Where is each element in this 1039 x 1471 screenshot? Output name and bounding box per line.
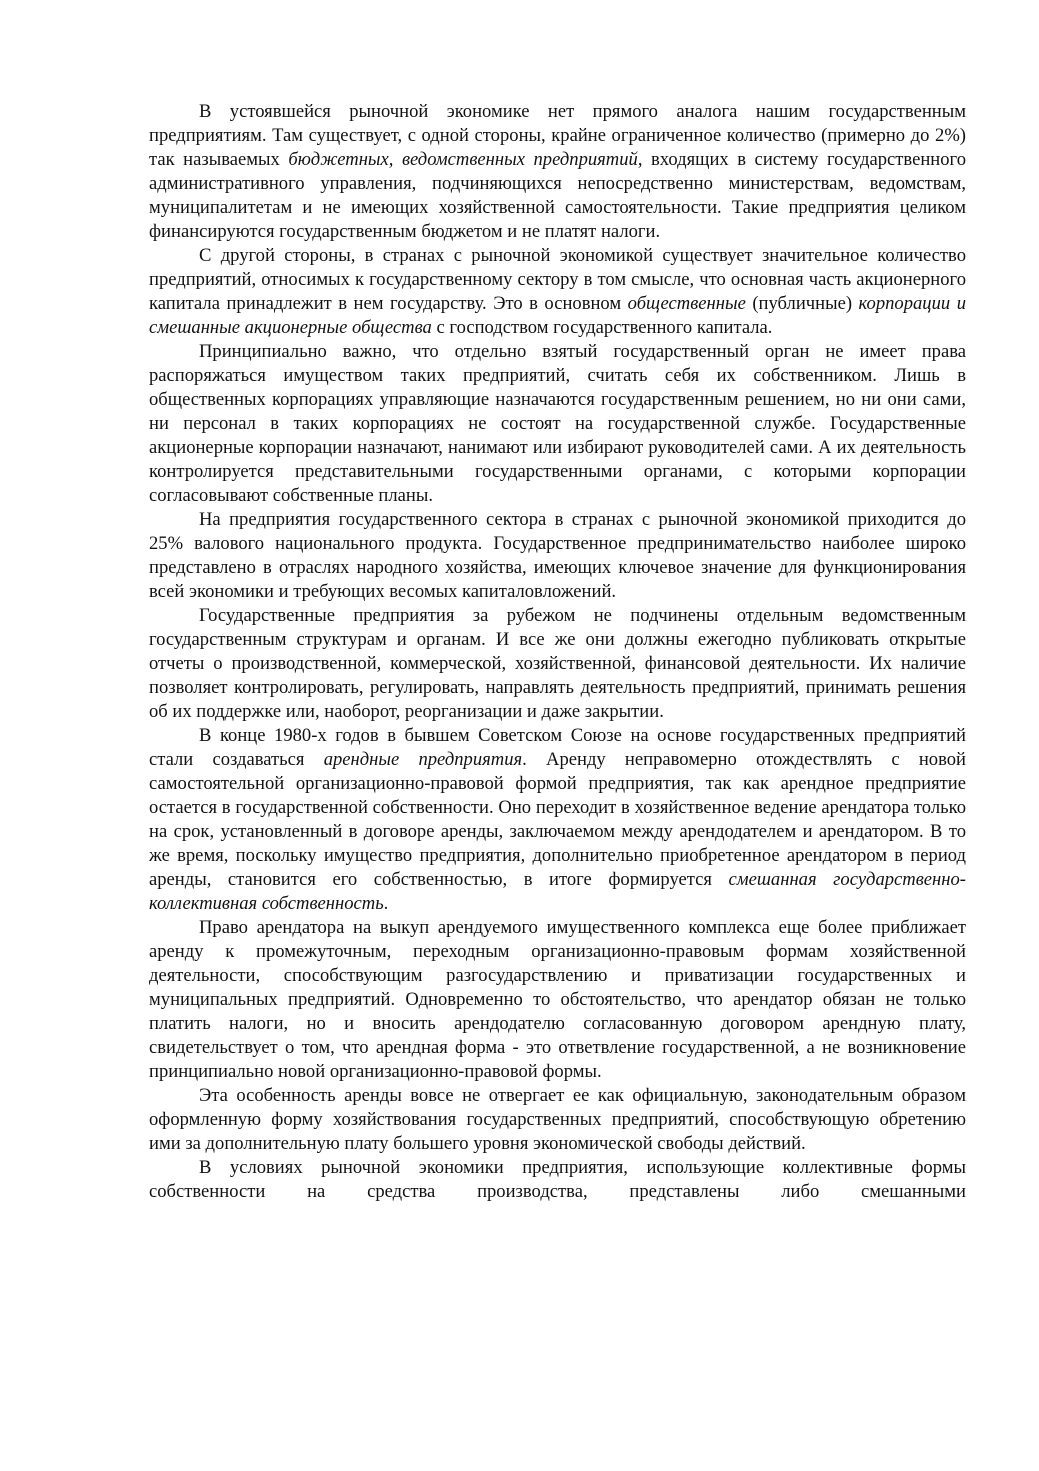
paragraph xyxy=(149,916,966,1084)
italic-term: арендные предприятия xyxy=(323,749,523,770)
paragraph xyxy=(149,340,966,508)
italic-term: корпорации и смешанные акционерные общества xyxy=(149,293,966,338)
text-run: В конце 1980-х годов в бывшем Советском Союзе на основе государственных предприятий стали создаваться xyxy=(149,725,966,770)
paragraph xyxy=(149,1156,966,1204)
text-run: С другой стороны, в странах с рыночной экономикой существует значительное количество предприятий, относимых к государственному сектору в том смысле, что основная часть акционерного капитала принадлежит в нем государству. Это в основном xyxy=(149,245,966,314)
text-run: На предприятия государственного сектора в странах с рыночной экономикой приходится до 25% валового национального продукта. Государственное предпринимательство наиболее широко представлено в отраслях народного хозяйства, имеющих ключевое значение для функционирования всей экономики и требующих весомых капиталовложений. xyxy=(149,509,966,602)
text-run: . Аренду неправомерно отождествлять с новой самостоятельной организационно-правовой формой предприятия, так как арендное предприятие остается в государственной собственности. Оно переходит в хозяйственное ведение арендатора только на срок, установленный в договоре аренды, заключаемом между арендодателем и арендатором. В то же время, поскольку имущество предприятия, дополнительно приобретенное арендатором в период аренды, становится его собственностью, в итоге формируется xyxy=(149,749,966,890)
text-run: с господством государственного капитала. xyxy=(431,317,773,338)
paragraph xyxy=(149,1084,966,1156)
paragraph xyxy=(149,244,966,340)
text-run: Принципиально важно, что отдельно взятый государственный орган не имеет права распоряжаться имуществом таких предприятий, считать себя их собственником. Лишь в общественных корпорациях управляющие назначаются государственным решением, но ни они сами, ни персонал в таких корпорациях не состоят на государственной службе. Государственные акционерные корпорации назначают, нанимают или избирают руководителей сами. А их деятельность контролируется представительными государственными органами, с которыми корпорации согласовывают собственные планы. xyxy=(149,341,966,506)
italic-term: бюджетных, ведомственных предприятий xyxy=(288,149,638,170)
paragraph xyxy=(149,724,966,916)
italic-term: смешанная государственно-коллективная собственность xyxy=(149,869,966,914)
text-run: Эта особенность аренды вовсе не отвергает ее как официальную, законодательным образом оформленную форму хозяйствования государственных предприятий, способствующую обретению ими за дополнительную плату большего уровня экономической свободы действий. xyxy=(149,1085,966,1154)
text-run: Государственные предприятия за рубежом не подчинены отдельным ведомственным государственным структурам и органам. И все же они должны ежегодно публиковать открытые отчеты о производственной, коммерческой, хозяйственной, финансовой деятельности. Их наличие позволяет контролировать, регулировать, направлять деятельность предприятий, принимать решения об их поддержке или, наоборот, реорганизации и даже закрытии. xyxy=(149,605,966,722)
text-run: В устоявшейся рыночной экономике нет прямого аналога нашим государственным предприятиям. Там существует, с одной стороны, крайне ограниченное количество (примерно до 2%) так называемых xyxy=(149,101,966,170)
text-run: В условиях рыночной экономики предприятия, использующие коллективные формы собственности на средства производства, представлены либо смешанными xyxy=(149,1157,966,1202)
text-run: . xyxy=(383,893,389,914)
text-run: , входящих в систему государственного административного управления, подчиняющихся непосредственно министерствам, ведомствам, муниципалитетам и не имеющих хозяйственной самостоятельности. Такие предприятия целиком финансируются государственным бюджетом и не платят налоги. xyxy=(149,149,967,242)
paragraph xyxy=(149,100,966,244)
text-run: Право арендатора на выкуп арендуемого имущественного комплекса еще более приближает аренду к промежуточным, переходным организационно-правовым формам хозяйственной деятельности, способствующим разгосударствлению и приватизации государственных и муниципальных предприятий. Одновременно то обстоятельство, что арендатор обязан не только платить налоги, но и вносить арендодателю согласованную договором арендную плату, свидетельствует о том, что арендная форма - это ответвление государственной, а не возникновение принципиально новой организационно-правовой формы. xyxy=(149,917,966,1082)
text-run: (публичные) xyxy=(745,293,859,314)
paragraph xyxy=(149,604,966,724)
document-page xyxy=(149,100,966,1204)
paragraph xyxy=(149,508,966,604)
italic-term: общественные xyxy=(627,293,746,314)
